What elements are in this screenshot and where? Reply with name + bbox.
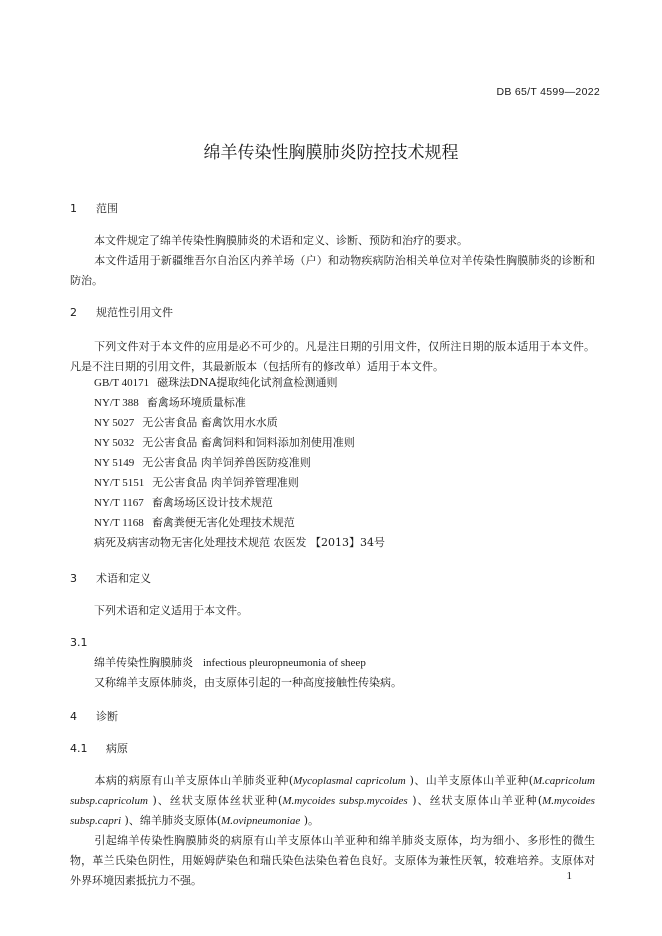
term-english: infectious pleuropneumonia of sheep [203, 657, 366, 669]
term-chinese: 绵羊传染性胸膜肺炎 [94, 656, 193, 669]
reference-item: NY/T 1168 畜禽粪便无害化处理技术规范 [94, 516, 295, 529]
subsection-number: 4.1 [70, 742, 88, 755]
page-number: 1 [566, 870, 572, 882]
species-name: M.mycoides subsp.mycoides [282, 795, 408, 807]
section-number: 2 [70, 306, 77, 319]
section-title: 范围 [96, 202, 118, 215]
section-number: 1 [70, 202, 77, 215]
section-3-intro: 下列术语和定义适用于本文件。 [94, 604, 248, 617]
section-title: 术语和定义 [96, 572, 151, 585]
section-1-paragraph-1: 本文件规定了绵羊传染性胸膜肺炎的术语和定义、诊断、预防和治疗的要求。 [94, 234, 468, 247]
section-2-heading [70, 303, 173, 323]
document-code: DB 65/T 4599—2022 [496, 86, 600, 98]
reference-item: NY 5032 无公害食品 畜禽饲料和饲料添加剂使用准则 [94, 436, 355, 449]
section-4-paragraph-1: 本病的病原有山羊支原体山羊肺炎亚种(Mycoplasmal capricolum )、山羊支原体山羊亚种(M.capricolum subsp.capricolum )、丝状支原体丝状亚种(M.mycoides subsp.mycoides )、丝状支原体山羊亚种(M.mycoides subsp.capri )、绵羊肺炎支原体(M.ovipneumoniae )。 [70, 774, 595, 827]
subsection-4-1-heading [70, 739, 128, 759]
reference-item: GB/T 40171 磁珠法DNA提取纯化试剂盒检测通则 [94, 376, 338, 389]
reference-item: NY/T 5151 无公害食品 肉羊饲养管理准则 [94, 476, 299, 489]
reference-item: 病死及病害动物无害化处理技术规范 农医发 【2013】34号 [94, 536, 385, 549]
species-name: M.mycoides subsp.capri [70, 795, 595, 827]
section-2-intro: 下列文件对于本文件的应用是必不可少的。凡是注日期的引用文件，仅所注日期的版本适用于本文件。凡是不注日期的引用文件，其最新版本（包括所有的修改单）适用于本文件。 [70, 340, 595, 373]
reference-item: NY/T 1167 畜禽场场区设计技术规范 [94, 496, 273, 509]
reference-item: NY 5149 无公害食品 肉羊饲养兽医防疫准则 [94, 456, 311, 469]
term-entry [94, 653, 366, 673]
term-definition: 又称绵羊支原体肺炎，由支原体引起的一种高度接触性传染病。 [94, 676, 402, 689]
section-number: 4 [70, 710, 77, 723]
section-title: 诊断 [96, 710, 118, 723]
section-4-heading [70, 707, 118, 727]
section-1-paragraph-2: 本文件适用于新疆维吾尔自治区内养羊场（户）和动物疾病防治相关单位对羊传染性胸膜肺炎的诊断和防治。 [70, 254, 595, 287]
section-number: 3 [70, 572, 77, 585]
species-name: M.ovipneumoniae [221, 815, 301, 827]
species-name: M.capricolum subsp.capricolum [70, 775, 595, 807]
species-name: Mycoplasmal capricolum [293, 775, 406, 787]
section-4-paragraph-2: 引起绵羊传染性胸膜肺炎的病原有山羊支原体山羊亚种和绵羊肺炎支原体，均为细小、多形性的微生物，革兰氏染色阴性，用姬姆萨染色和瑞氏染色法染色着色良好。支原体为兼性厌氧，较难培养。支原体对外界环境因素抵抗力不强。 [70, 834, 595, 887]
reference-item: NY/T 388 畜禽场环境质量标准 [94, 396, 246, 409]
term-number: 3.1 [70, 636, 88, 649]
section-3-heading [70, 569, 151, 589]
section-1-heading [70, 199, 118, 219]
section-title: 规范性引用文件 [96, 306, 173, 319]
subsection-title: 病原 [106, 742, 128, 755]
document-title: 绵羊传染性胸膜肺炎防控技术规程 [203, 143, 459, 163]
reference-item: NY 5027 无公害食品 畜禽饮用水水质 [94, 416, 278, 429]
